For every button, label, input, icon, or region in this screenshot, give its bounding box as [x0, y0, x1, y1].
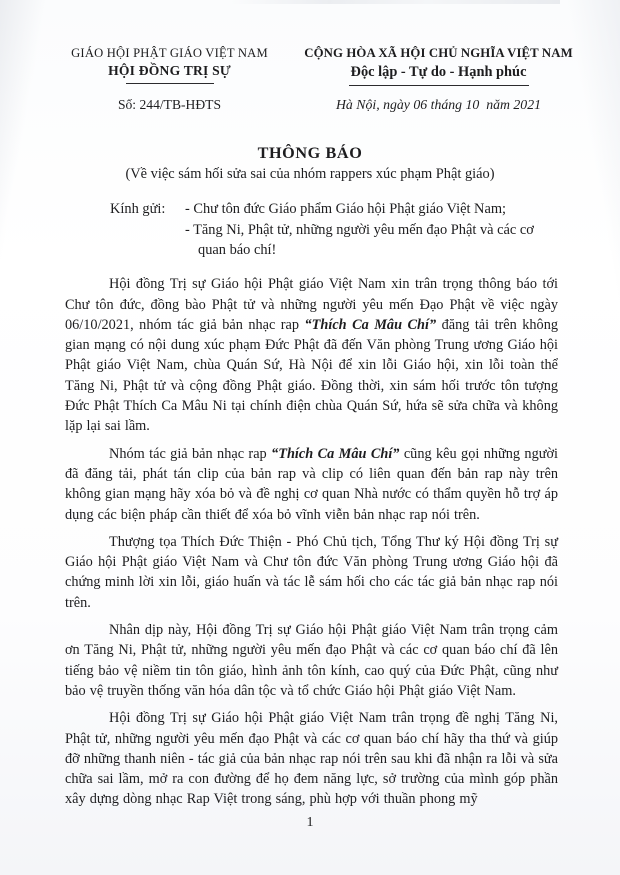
paragraph-text: đăng tải trên không gian mạng có nội dung xúc phạm Đức Phật đã đến Văn phòng Trung ương Giáo hội Phật giáo Việt Nam, chùa Quán Sứ, Hà Nội để xin lỗi Giáo hội, xin lỗi toàn thể Tăng Ni, Phật tử và cộng đồng Phật giáo. Đồng thời, xin sám hối trước tôn tượng Đức Phật Thích Ca Mâu Ni tại chính điện chùa Quán Sứ, hứa sẽ sửa chữa và không lặp lại sai lầm. — [65, 316, 558, 435]
document-header — [0, 0, 620, 113]
recipient-list — [185, 199, 537, 260]
document-body — [0, 260, 620, 809]
paragraph-text: Thượng tọa Thích Đức Thiện - Phó Chủ tịch, Tổng Thư ký Hội đồng Trị sự Giáo hội Phật giáo Việt Nam và Chư tôn đức Văn phòng Trung ương Giáo hội đã chứng minh lời xin lỗi, giáo huấn và tác lễ sám hối cho các tác giả bản nhạc rap nói trên. — [65, 533, 558, 611]
document-number: Số: 244/TB-HĐTS — [117, 97, 222, 113]
body-paragraph — [65, 708, 558, 809]
paragraph-text: Hội đồng Trị sự Giáo hội Phật giáo Việt Nam xin trân trọng thông báo tới Chư tôn đức, đồng bào Phật tử và những người yêu mến Đạo Phật về việc ngày 06/10/2021, nhóm tác giả bản nhạc rap — [65, 276, 558, 333]
salutation-block — [0, 199, 620, 260]
rap-title-quote: “Thích Ca Mâu Chí” — [271, 445, 400, 462]
recipient-item: - Chư tôn đức Giáo phẩm Giáo hội Phật giáo Việt Nam; — [185, 201, 507, 218]
body-paragraph — [65, 532, 558, 613]
paragraph-text: Hội đồng Trị sự Giáo hội Phật giáo Việt Nam trân trọng đề nghị Tăng Ni, Phật tử, những người yêu mến đạo Phật và các cơ quan báo chí hãy tha thứ và giúp đỡ những thanh niên - tác giả của bản nhạc rap nói trên sau khi đã nhận ra lỗi và sửa chữa sai lầm, mở ra con đường để họ đem năng lực, sở trường của mình góp phần xây dựng dòng nhạc Rap Việt trong sáng, phù hợp với thuần phong mỹ — [65, 710, 558, 808]
body-paragraph — [65, 620, 558, 701]
page-number: 1 — [306, 815, 314, 830]
title-block — [0, 144, 620, 183]
rap-title-quote: “Thích Ca Mâu Chí” — [304, 316, 437, 333]
country-name: CỘNG HÒA XÃ HỘI CHỦ NGHĨA VIỆT NAM — [304, 46, 573, 60]
paragraph-text: Nhân dịp này, Hội đồng Trị sự Giáo hội Phật giáo Việt Nam trân trọng cảm ơn Tăng Ni, Phật tử, những người yêu mến đạo Phật và các cơ quan báo chí đã lên tiếng bảo vệ niềm tin tôn giáo, hình ảnh tôn kính, cao quý của Đức Phật, cũng như bảo vệ truyền thống văn hóa dân tộc và tổ chức Giáo hội Phật giáo Việt Nam. — [65, 622, 558, 699]
motto-underline — [349, 85, 529, 86]
national-header-block — [287, 46, 590, 113]
notice-title: THÔNG BÁO — [257, 144, 363, 163]
notice-subject: (Về việc sám hối sửa sai của nhóm rappers xúc phạm Phật giáo) — [125, 166, 495, 183]
body-paragraph — [65, 274, 558, 436]
org-parent-name: GIÁO HỘI PHẬT GIÁO VIỆT NAM — [71, 46, 268, 60]
issuing-org-block — [52, 46, 287, 113]
recipient-item: - Tăng Ni, Phật tử, những người yêu mến đạo Phật và các cơ quan báo chí! — [185, 221, 534, 258]
salutation-label: Kính gửi: — [110, 201, 166, 218]
paragraph-text: Nhóm tác giả bản nhạc rap — [109, 445, 272, 462]
national-motto: Độc lập - Tự do - Hạnh phúc — [350, 64, 527, 80]
org-underline — [126, 83, 214, 84]
org-unit-name: HỘI ĐỒNG TRỊ SỰ — [108, 63, 231, 78]
place-and-date: Hà Nội, ngày 06 tháng 10 năm 2021 — [335, 97, 542, 113]
body-paragraph — [65, 444, 558, 525]
paragraph-text: cũng kêu gọi những người đã đăng tải, phát tán clip của bản rap và clip có liên quan đến bản rap này trên không gian mạng hãy xóa bỏ và đề nghị cơ quan Nhà nước có thẩm quyền hỗ trợ áp dụng các biện pháp cần thiết để xóa bỏ vĩnh viễn bản nhạc rap nói trên. — [65, 445, 559, 523]
